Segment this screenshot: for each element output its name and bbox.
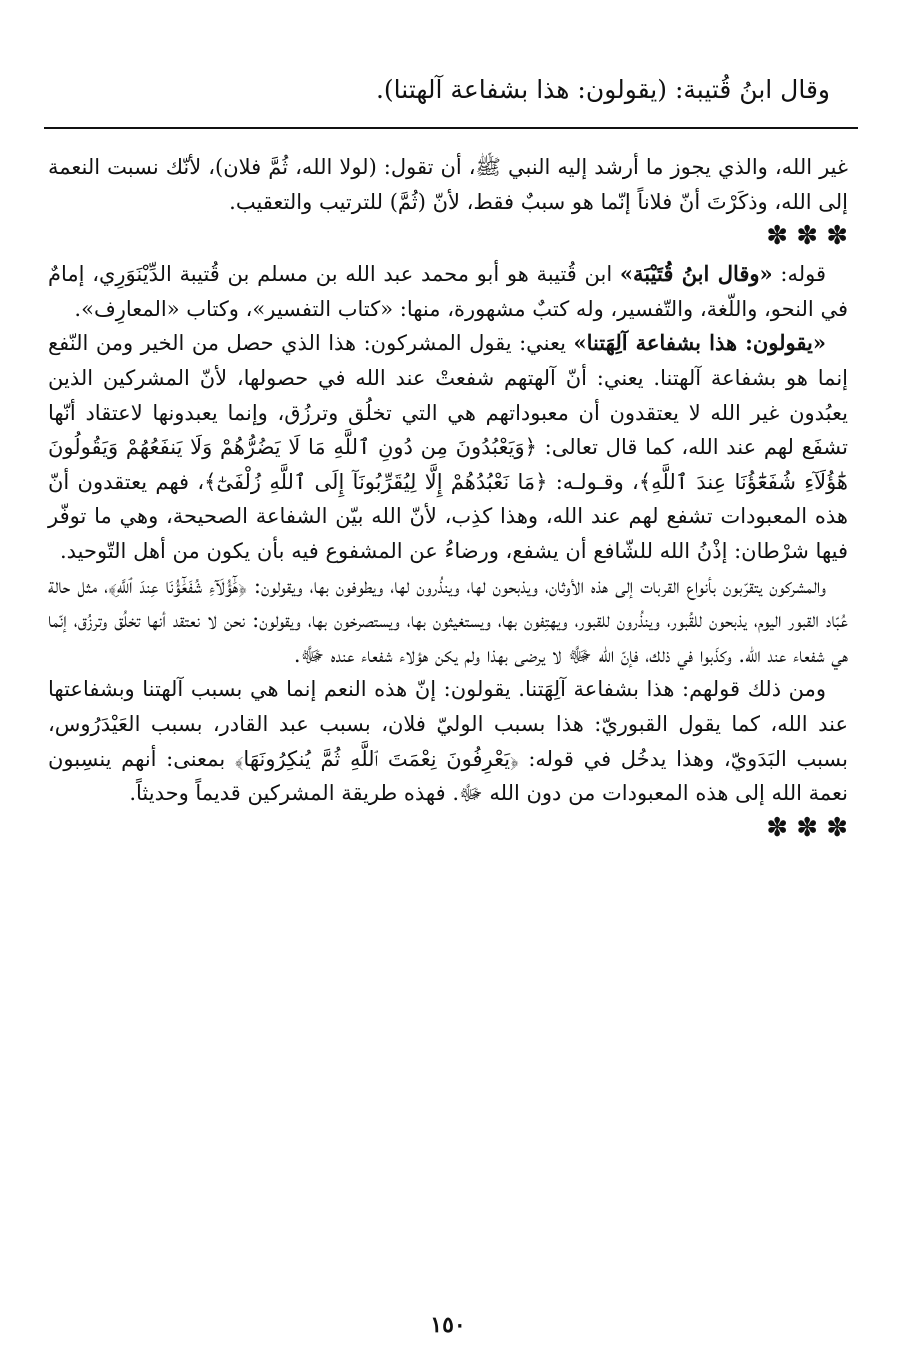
flower-ornament-icon: ✽ (796, 812, 818, 843)
book-page (48, 0, 848, 1360)
running-header: وقال ابنُ قُتيبة: (يقولون: هذا بشفاعة آلهتنا). (375, 75, 830, 104)
paragraph-1: غير الله، والذي يجوز ما أرشد إليه النبي ﷺ، أن تقول: (لولا الله، ثُمَّ فلان)، لأنّك نسبت النعمة إلى الله، وذكَرْتَ أنّ فلاناً إنّما هو سببٌ فقط، لأنّ (ثُمَّ) للترتيب والتعقيب. (48, 155, 848, 214)
page-number: ١٥٠ (430, 1312, 466, 1338)
paragraph-3-text: يعني: يقول المشركون: هذا الذي حصل من الخير ومن النّفع إنما هو بشفاعة آلهتنا. يعني: أنّ آلهتهم شفعتْ عند الله في حصولها، لأنّ المشركين الذين يعبُدون غير الله لا يعتقدون أن معبوداتهم هي التي تخلُق وترزُق، وإنما يعبدونها لاعتقاد أنّها تشفَع لهم عند الله، كما قال تعالى: ﴿وَيَعْبُدُونَ مِن دُونِ ٱللَّهِ مَا لَا يَضُرُّهُمْ وَلَا يَنفَعُهُمْ وَيَقُولُونَ هَٰٓؤُلَآءِ شُفَعَٰٓؤُنَا عِندَ ٱللَّهِ﴾، وقـولـه: ﴿مَا نَعْبُدُهُمْ إِلَّا لِيُقَرِّبُونَآ إِلَى ٱللَّهِ زُلْفَىٰٓ﴾، فهم يعتقدون أنّ هذه المعبودات تشفع لهم عند الله، وهذا كذِب، لأنّ الله بيّن الشفاعة الصحيحة، وهي ما توفّر فيها شرْطان: إذْنُ الله للشّافع أن يشفع، ورضاءُ عن المشفوع فيه بأن يكون من أهل التّوحيد. (48, 331, 848, 563)
quoted-phrase: «يقولون: هذا بشفاعة آلِهَتنا» (573, 330, 826, 356)
flower-ornament-icon: ✽ (826, 221, 848, 252)
paragraph-5: ومن ذلك قولهم: هذا بشفاعة آلِهَتنا. يقولون: إنّ هذه النعم إنما هي بسبب آلهتنا وبشفاعتها عند الله، كما يقول القبوريّ: هذا بسبب الوليّ فلان، بسبب عبد القادر، بسبب العَيْدَرُوس، بسبب البَدَويّ، وهذا يدخُل في قوله: ﴿يَعْرِفُونَ نِعْمَتَ ٱللَّهِ ثُمَّ يُنكِرُونَهَا﴾ بمعنى: أنهم ينسِبون نعمة الله إلى هذه المعبودات من دون الله ﷻ. فهذه طريقة المشركين قديماً وحديثاً. (48, 677, 848, 806)
page-body (48, 150, 848, 849)
paragraph-2-lead: قوله: (772, 262, 826, 287)
paragraph-2-text: ابن قُتيبة هو أبو محمد عبد الله بن مسلم بن قُتيبة الدِّيْنَوَرِي، إمامٌ في النحو، واللّغة، والتّفسير، وله كتبٌ مشهورة، منها: «كتاب التفسير»، وكتاب «المعارِف». (48, 262, 848, 321)
header-rule (44, 127, 858, 129)
flower-ornament-icon: ✽ (766, 812, 788, 843)
section-separator-2 (48, 811, 848, 849)
flower-ornament-icon: ✽ (826, 812, 848, 843)
quoted-phrase: «وقال ابنُ قُتَيْبَة» (619, 261, 773, 287)
paragraph-3 (48, 326, 848, 568)
paragraph-2 (48, 257, 848, 326)
flower-ornament-icon: ✽ (766, 221, 788, 252)
section-separator-1 (48, 219, 848, 257)
flower-ornament-icon: ✽ (796, 221, 818, 252)
paragraph-4: والمشركون يتقرّبون بأنواع القربات إلى هذه الأوثان، ويذبحون لها، وينذُرون لها، ويطوفون بها، ويقولون: ﴿هَٰٓؤُلَآءِ شُفَعَٰٓؤُنَا عِندَ ٱللَّهِ﴾، مثل حالة عُبّاد القبور اليوم، يذبحون للقُبور، وينذُرون للقبور، ويهتِفون بها، ويستغيثون بها، ويستصرخون بها، ويقولون: نحن لا نعتقد أنها تخلُق وترزُق، إنّما هي شفعاء عند الله. وكذَبوا في ذلك، فإنّ الله ﷻ لا يرضى بهذا ولم يكن هؤلاء شفعاء عنده ﷻ. (48, 573, 848, 667)
